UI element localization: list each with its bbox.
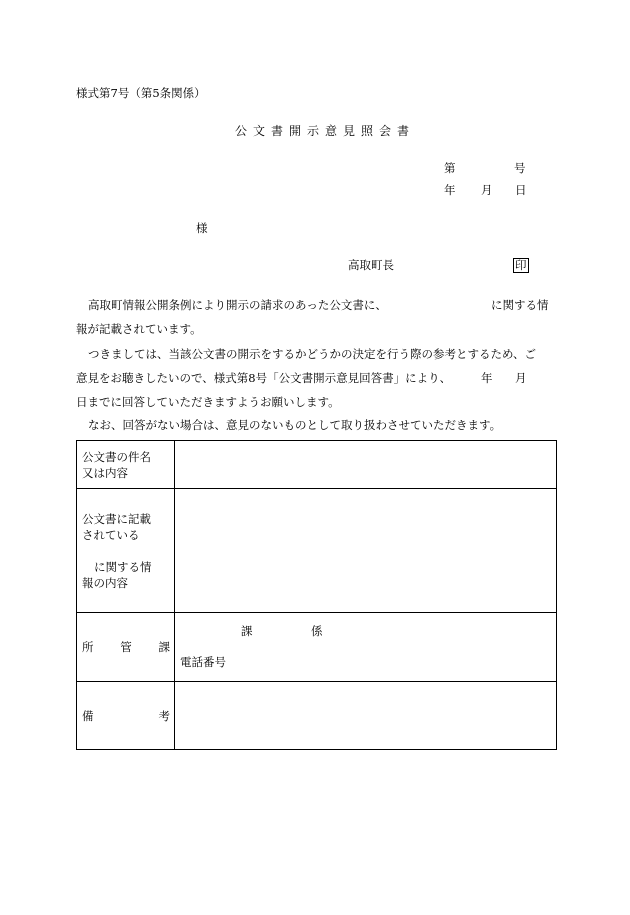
reference-number-prefix: 第 <box>444 161 456 175</box>
date-year: 年 <box>444 183 456 197</box>
remarks-label <box>82 708 170 724</box>
table-row-info <box>77 489 557 613</box>
info-label-cell <box>77 489 175 613</box>
info-label-line-4: 報の内容 <box>82 575 128 590</box>
body-line-2: 報が記載されています。 <box>76 322 202 336</box>
date-day: 日 <box>515 183 527 197</box>
body-line-4a: 意見をお聴きしたいので、様式第8号「公文書開示意見回答書」により、 <box>76 371 452 385</box>
seal-mark: 印 <box>515 258 527 272</box>
body-line-3: つきましては、当該公文書の開示をするかどうかの決定を行う際の参考とするため、ご <box>88 347 537 361</box>
table-row-subject <box>77 441 557 489</box>
department-section-label: 課 <box>241 624 253 638</box>
info-label-line-1: 公文書に記載 <box>82 511 151 526</box>
table-row-department <box>77 613 557 682</box>
addressee-honorific: 様 <box>196 221 208 235</box>
info-label-line-2: されている <box>82 527 140 542</box>
subject-label-cell <box>77 441 175 489</box>
department-label <box>82 639 170 655</box>
phone-number-label: 電話番号 <box>180 655 226 669</box>
info-label-line-3: に関する情 <box>94 559 152 574</box>
department-value-cell[interactable] <box>175 613 557 682</box>
date-month: 月 <box>481 183 493 197</box>
reference-number-suffix: 号 <box>514 161 526 175</box>
body-line-4-month: 月 <box>515 371 527 385</box>
remarks-label-char-1: 備 <box>82 708 94 723</box>
remarks-label-char-2: 考 <box>158 708 170 723</box>
body-line-1b: に関する情 <box>491 298 549 312</box>
document-title: 公文書開示意見照会書 <box>235 124 416 138</box>
body-line-4-year: 年 <box>481 371 493 385</box>
remarks-value-cell[interactable] <box>175 682 557 750</box>
subject-label-line-2: 又は内容 <box>82 465 128 480</box>
department-label-cell <box>77 613 175 682</box>
department-label-char-3: 課 <box>158 640 170 654</box>
sender-name: 高取町長 <box>348 258 394 272</box>
table-row-remarks <box>77 682 557 750</box>
department-unit-label: 係 <box>311 624 323 638</box>
body-line-1a: 高取町情報公開条例により開示の請求のあった公文書に、 <box>88 298 387 312</box>
info-value-cell[interactable] <box>175 489 557 613</box>
remarks-label-cell <box>77 682 175 750</box>
subject-label-line-1: 公文書の件名 <box>82 449 151 464</box>
department-label-char-2: 管 <box>120 640 132 654</box>
form-number: 様式第7号（第5条関係） <box>76 86 206 100</box>
subject-value-cell[interactable] <box>175 441 557 489</box>
body-line-6: なお、回答がない場合は、意見のないものとして取り扱わさせていただきます。 <box>88 418 502 432</box>
department-label-char-1: 所 <box>82 640 94 654</box>
body-line-5: 日までに回答していただきますようお願いします。 <box>76 395 340 409</box>
info-table <box>76 440 557 750</box>
